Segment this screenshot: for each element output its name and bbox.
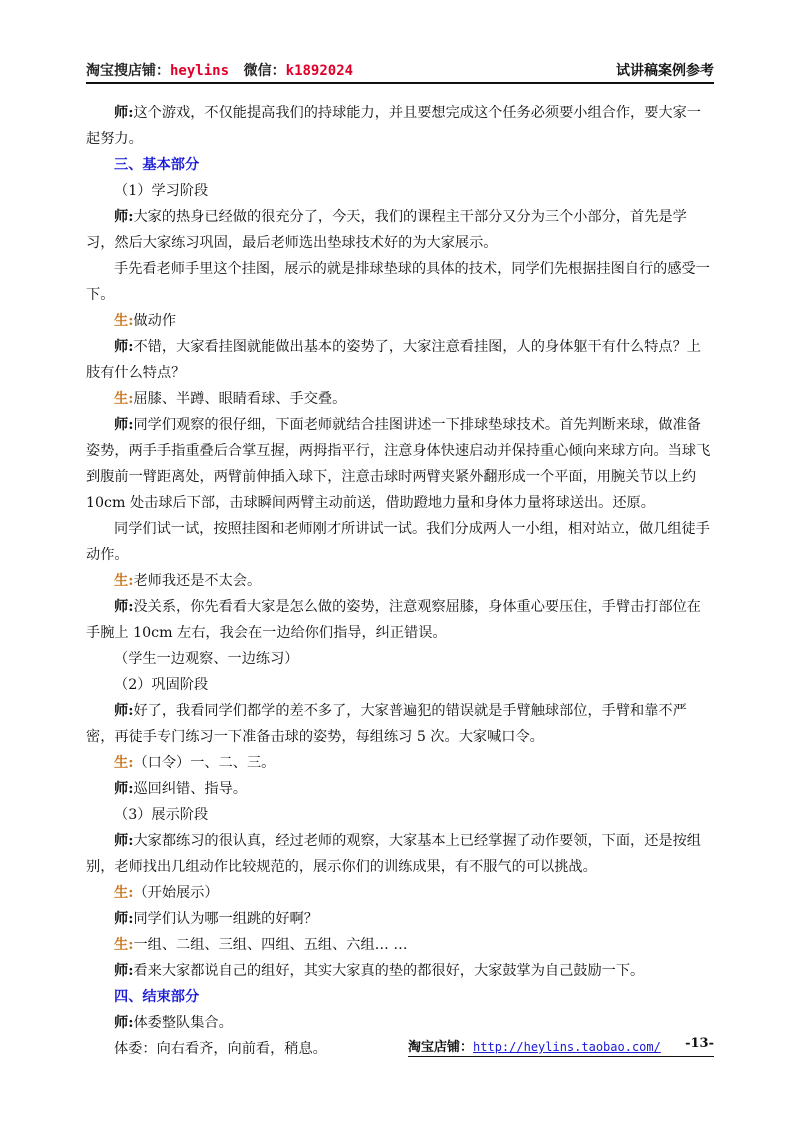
section-heading: 三、基本部分 xyxy=(114,157,200,173)
dialogue-line xyxy=(86,750,714,776)
line-text: （口令）一、二、三。 xyxy=(133,755,276,771)
page-number: -13- xyxy=(685,1036,714,1051)
narration-line xyxy=(86,516,714,568)
narration-line xyxy=(86,256,714,308)
line-text: （学生一边观察、一边练习） xyxy=(114,651,299,667)
wechat-label: 微信： xyxy=(243,63,286,79)
narration-line xyxy=(86,672,714,698)
speaker-label: 师: xyxy=(114,781,134,797)
speaker-label: 师: xyxy=(114,417,134,433)
line-text: 大家的热身已经做的很充分了，今天，我们的课程主干部分又分为三个小部分，首先是学习，然后大家练习巩固，最后老师选出垫球技术好的为大家展示。 xyxy=(86,209,687,251)
dialogue-line xyxy=(86,386,714,412)
dialogue-line xyxy=(86,204,714,256)
footer-shop-label: 淘宝店铺： xyxy=(408,1040,474,1055)
dialogue-line xyxy=(86,334,714,386)
dialogue-line xyxy=(86,828,714,880)
line-text: （1）学习阶段 xyxy=(114,183,209,199)
speaker-label: 生: xyxy=(114,885,134,901)
line-text: （开始展示） xyxy=(133,885,219,901)
speaker-label: 师: xyxy=(114,911,134,927)
speaker-label: 师: xyxy=(114,703,134,719)
document-title: 试讲稿案例参考 xyxy=(616,63,714,79)
page-header xyxy=(86,56,714,84)
line-text: 屈膝、半蹲、眼睛看球、手交叠。 xyxy=(133,391,347,407)
speaker-label: 师: xyxy=(114,105,134,121)
dialogue-line xyxy=(86,906,714,932)
speaker-label: 生: xyxy=(114,573,134,589)
dialogue-line xyxy=(86,698,714,750)
speaker-label: 生: xyxy=(114,755,134,771)
shop-link[interactable]: http://heylins.taobao.com/ xyxy=(473,1040,661,1054)
line-text: 不错，大家看挂图就能做出基本的姿势了，大家注意看挂图，人的身体躯干有什么特点？上肢有什么特点？ xyxy=(86,339,701,381)
line-text: 体委整队集合。 xyxy=(133,1015,233,1031)
line-text: 老师我还是不太会。 xyxy=(133,573,262,589)
page-footer xyxy=(408,1036,714,1057)
line-text: 同学们试一试，按照挂图和老师刚才所讲试一试。我们分成两人一小组，相对站立，做几组徒手动作。 xyxy=(86,521,710,563)
dialogue-line xyxy=(86,308,714,334)
speaker-label: 师: xyxy=(114,339,134,355)
dialogue-line xyxy=(86,776,714,802)
speaker-label: 师: xyxy=(114,599,134,615)
line-text: 巡回纠错、指导。 xyxy=(133,781,247,797)
speaker-label: 师: xyxy=(114,833,134,849)
line-text: 体委：向右看齐，向前看，稍息。 xyxy=(114,1041,327,1057)
speaker-label: 师: xyxy=(114,1015,134,1031)
line-text: 大家都练习的很认真，经过老师的观察，大家基本上已经掌握了动作要领，下面，还是按组别，老师找出几组动作比较规范的，展示你们的训练成果，有不服气的可以挑战。 xyxy=(86,833,701,875)
header-contact xyxy=(86,60,353,80)
dialogue-line xyxy=(86,412,714,516)
line-text: 同学们认为哪一组跳的好啊？ xyxy=(133,911,318,927)
line-text: （2）巩固阶段 xyxy=(114,677,209,693)
dialogue-line xyxy=(86,1010,714,1036)
wechat-id: k1892024 xyxy=(285,63,354,79)
dialogue-line xyxy=(86,100,714,152)
speaker-label: 生: xyxy=(114,937,134,953)
line-text: 做动作 xyxy=(133,313,177,329)
line-text: 没关系，你先看看大家是怎么做的姿势，注意观察屈膝，身体重心要压住，手臂击打部位在手腕上 10cm 左右，我会在一边给你们指导，纠正错误。 xyxy=(86,599,701,641)
line-text: 同学们观察的很仔细，下面老师就结合挂图讲述一下排球垫球技术。首先判断来球，做准备姿势，两手手指重叠后合掌互握，两拇指平行，注意身体快速启动并保持重心倾向来球方向。当球飞到腹前一臂距离处，两臂前伸插入球下，注意击球时两臂夹紧外翻形成一个平面，用腕关节以上约 10cm 处击球后下部，击球瞬间两臂主动前送，借助蹬地力量和身体力量将球送出。还原。 xyxy=(86,417,711,511)
line-text: 好了，我看同学们都学的差不多了，大家普遍犯的错误就是手臂触球部位，手臂和靠不严密，再徒手专门练习一下准备击球的姿势，每组练习 5 次。大家喊口令。 xyxy=(86,703,687,745)
section-heading: 四、结束部分 xyxy=(114,989,200,1005)
dialogue-line xyxy=(86,880,714,906)
narration-line xyxy=(86,646,714,672)
line-text: 这个游戏，不仅能提高我们的持球能力，并且要想完成这个任务必须要小组合作，要大家一起努力。 xyxy=(86,105,701,147)
dialogue-line xyxy=(86,594,714,646)
narration-line xyxy=(86,178,714,204)
line-text: 看来大家都说自己的组好，其实大家真的垫的都很好，大家鼓掌为自己鼓励一下。 xyxy=(133,963,645,979)
line-text: 手先看老师手里这个挂图，展示的就是排球垫球的具体的技术，同学们先根据挂图自行的感受一下。 xyxy=(86,261,710,303)
line-text: 一组、二组、三组、四组、五组、六组… … xyxy=(133,937,408,953)
dialogue-line xyxy=(86,958,714,984)
line-text: （3）展示阶段 xyxy=(114,807,209,823)
speaker-label: 师: xyxy=(114,209,134,225)
lesson-script-body xyxy=(86,100,714,1062)
speaker-label: 生: xyxy=(114,391,134,407)
shop-name: heylins xyxy=(170,63,230,79)
shop-label: 淘宝搜店铺： xyxy=(86,63,170,79)
dialogue-line xyxy=(86,568,714,594)
speaker-label: 生: xyxy=(114,313,134,329)
narration-line xyxy=(86,802,714,828)
dialogue-line xyxy=(86,932,714,958)
speaker-label: 师: xyxy=(114,963,134,979)
